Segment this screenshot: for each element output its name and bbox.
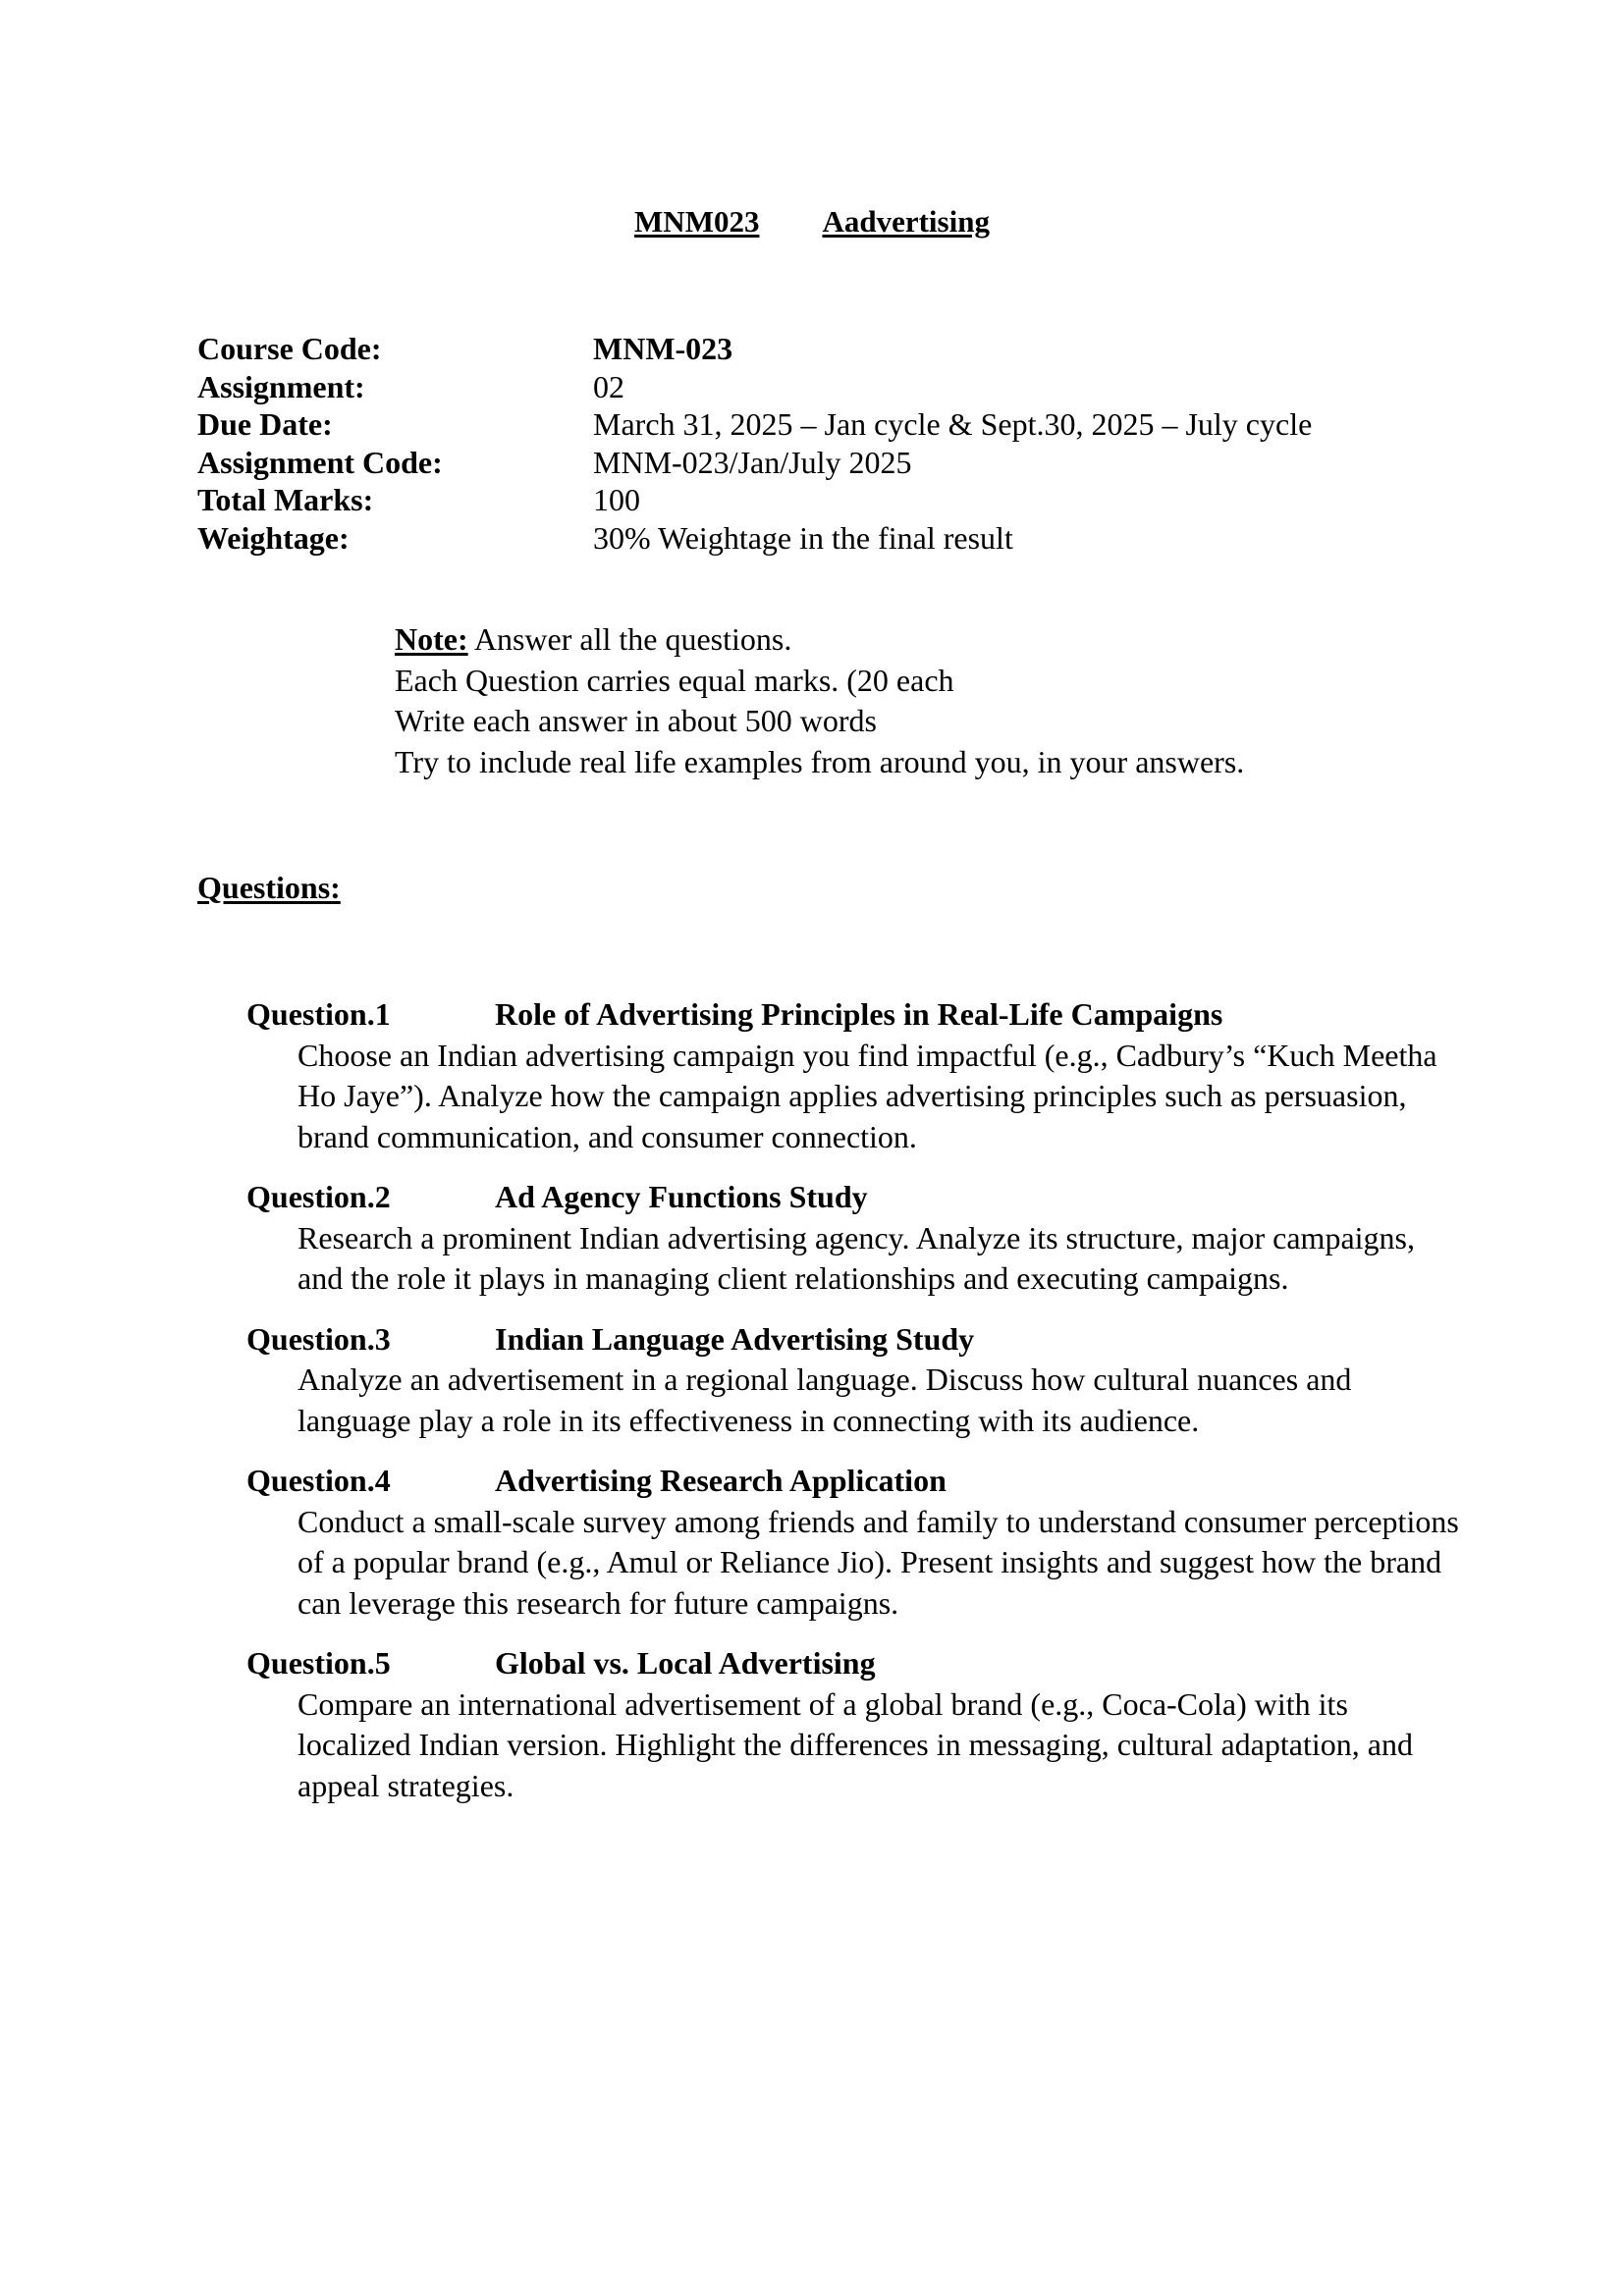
meta-row-assignment-code <box>197 444 1312 482</box>
meta-label: Weightage: <box>197 519 350 556</box>
meta-label: Assignment: <box>197 368 365 404</box>
note-line: Try to include real life examples from around you, in your answers. <box>395 743 1245 779</box>
meta-value: MNM-023 <box>593 331 733 366</box>
course-name-title: Aadvertising <box>822 204 990 239</box>
question-body: Research a prominent Indian advertising agency. Analyze its structure, major campaigns, and the role it plays in managing client relationships and executing campaigns. <box>298 1219 1415 1296</box>
question-number: Question.4 <box>246 1463 391 1498</box>
question-title: Advertising Research Application <box>495 1463 947 1498</box>
meta-row-course-code <box>197 330 1312 368</box>
meta-value: 02 <box>593 368 624 404</box>
question-number: Question.1 <box>246 996 391 1032</box>
meta-label: Assignment Code: <box>197 444 443 480</box>
question-body: Analyze an advertisement in a regional language. Discuss how cultural nuances and language play a role in its effectiveness in connecting with its audience. <box>298 1362 1352 1438</box>
meta-value: March 31, 2025 – Jan cycle & Sept.30, 2025 – July cycle <box>593 406 1313 442</box>
note-line: Each Question carries equal marks. (20 each <box>395 662 954 698</box>
meta-row-weightage <box>197 519 1312 558</box>
question-title: Indian Language Advertising Study <box>495 1320 975 1357</box>
meta-label: Course Code: <box>197 331 382 366</box>
question-body: Conduct a small-scale survey among friends and family to understand consumer perceptions of a popular brand (e.g., Amul or Reliance Jio). Present insights and suggest how the brand can leverage this research for future campaigns. <box>298 1503 1459 1621</box>
note-text: Answer all the questions. <box>467 621 792 657</box>
page-title <box>0 204 1624 240</box>
meta-value: 30% Weightage in the final result <box>593 519 1013 556</box>
note-first-line <box>395 619 1244 661</box>
assignment-details <box>197 330 1312 557</box>
question-item <box>246 1319 1464 1442</box>
question-number: Question.3 <box>246 1320 391 1357</box>
note-line: Write each answer in about 500 words <box>395 703 877 738</box>
course-code-title: MNM023 <box>634 204 760 239</box>
meta-label: Due Date: <box>197 406 333 442</box>
note-label: Note: <box>395 621 468 657</box>
question-item <box>246 1643 1464 1806</box>
question-item <box>246 994 1464 1157</box>
question-item <box>246 1177 1464 1300</box>
note-block <box>395 619 1244 782</box>
meta-row-assignment <box>197 368 1312 406</box>
meta-row-total-marks <box>197 481 1312 519</box>
meta-value: 100 <box>593 482 640 517</box>
question-body: Compare an international advertisement of a global brand (e.g., Coca-Cola) with its localized Indian version. Highlight the differences in messaging, cultural adaptation, and appeal strategies. <box>298 1685 1413 1803</box>
questions-list <box>246 994 1464 1826</box>
question-title: Global vs. Local Advertising <box>495 1645 876 1681</box>
question-item <box>246 1461 1464 1624</box>
questions-heading: Questions: <box>197 870 341 905</box>
question-number: Question.2 <box>246 1179 391 1214</box>
question-title: Ad Agency Functions Study <box>495 1179 868 1214</box>
meta-value: MNM-023/Jan/July 2025 <box>593 444 912 480</box>
question-number: Question.5 <box>246 1645 391 1681</box>
meta-row-due-date <box>197 405 1312 444</box>
meta-label: Total Marks: <box>197 482 374 517</box>
question-title: Role of Advertising Principles in Real-Life Campaigns <box>495 996 1223 1032</box>
question-body: Choose an Indian advertising campaign you find impactful (e.g., Cadbury’s “Kuch Meetha Ho Jaye”). Analyze how the campaign applies advertising principles such as persuasion, brand communication, and consumer connection. <box>298 1037 1437 1154</box>
